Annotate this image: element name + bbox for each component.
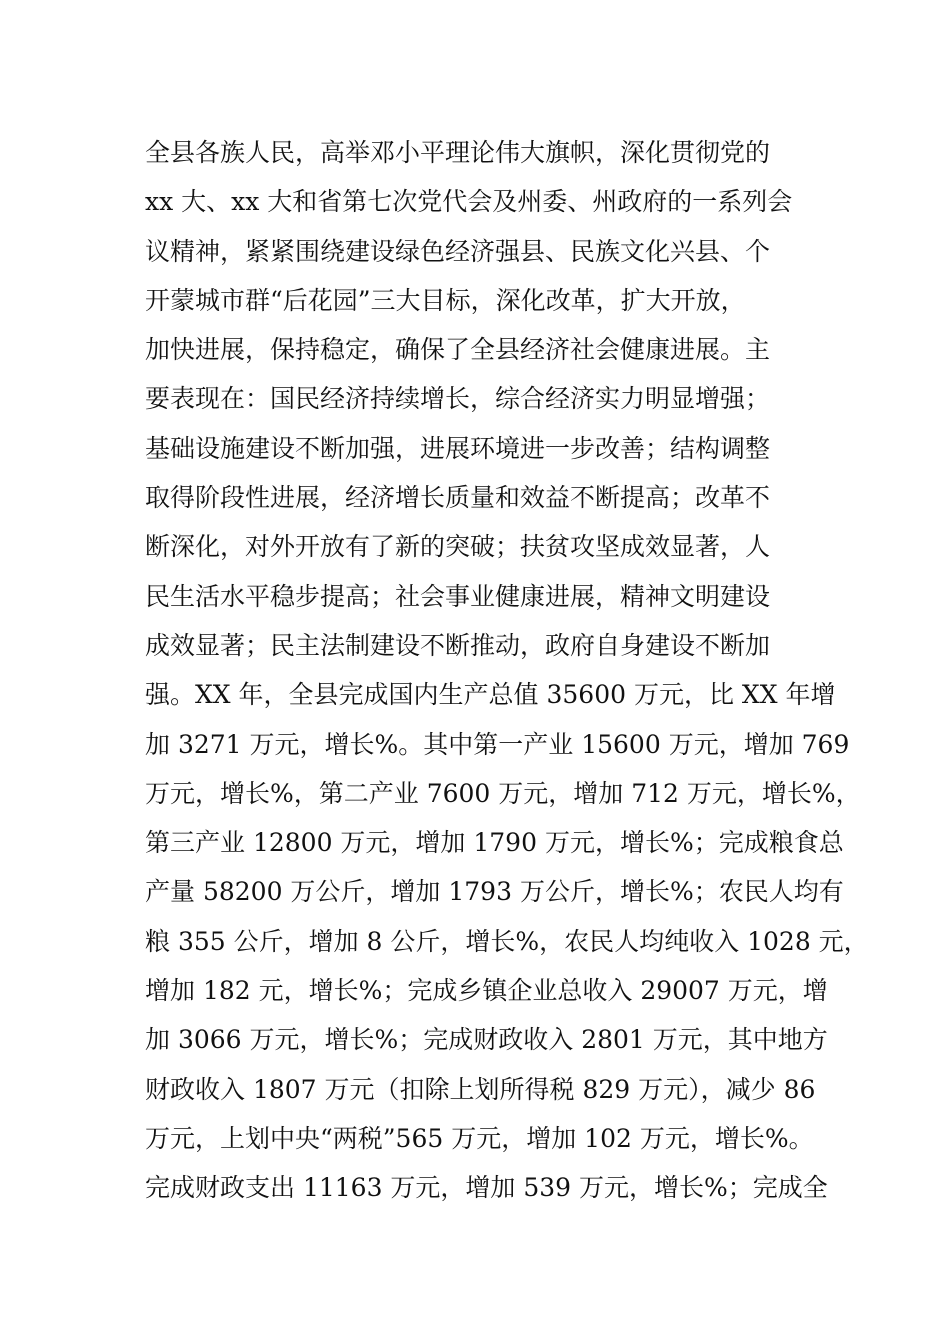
text-line: 成效显著；民主法制建设不断推动，政府自身建设不断加 <box>145 630 771 660</box>
text-line: 取得阶段性进展，经济增长质量和效益不断提高；改革不 <box>145 483 771 513</box>
text-line: 万元，增长%，第二产业 7600 万元，增加 712 万元，增长%， <box>145 778 861 808</box>
text-line: 开蒙城市群“后花园”三大目标，深化改革，扩大开放， <box>145 285 746 315</box>
text-line: 断深化，对外开放有了新的突破；扶贫攻坚成效显著，人 <box>145 532 771 562</box>
text-line: 产量 58200 万公斤，增加 1793 万公斤，增长%；农民人均有 <box>145 877 844 907</box>
text-line: 民生活水平稳步提高；社会事业健康进展，精神文明建设 <box>145 581 771 611</box>
text-line: 基础设施建设不断加强，进展环境进一步改善；结构调整 <box>145 433 771 463</box>
text-line: 加 3066 万元，增长%；完成财政收入 2801 万元，其中地方 <box>145 1025 828 1055</box>
text-line: 要表现在：国民经济持续增长，综合经济实力明显增强； <box>145 384 771 414</box>
body-paragraph <box>145 128 869 1213</box>
text-line: 加快进展，保持稳定，确保了全县经济社会健康进展。主 <box>145 335 771 365</box>
text-line: 强。XX 年，全县完成国内生产总值 35600 万元，比 XX 年增 <box>145 680 836 710</box>
text-line: xx 大、xx 大和省第七次党代会及州委、州政府的一系列会 <box>145 187 793 217</box>
text-line: 粮 355 公斤，增加 8 公斤，增长%，农民人均纯收入 1028 元， <box>145 926 869 956</box>
text-line: 完成财政支出 11163 万元，增加 539 万元，增长%；完成全 <box>145 1173 828 1203</box>
text-line: 万元，上划中央“两税”565 万元，增加 102 万元，增长%。 <box>145 1123 814 1153</box>
text-line: 增加 182 元，增长%；完成乡镇企业总收入 29007 万元，增 <box>145 976 828 1006</box>
text-line: 全县各族人民，高举邓小平理论伟大旗帜，深化贯彻党的 <box>145 138 771 167</box>
text-line: 财政收入 1807 万元（扣除上划所得税 829 万元），减少 86 <box>145 1074 816 1104</box>
text-line: 议精神，紧紧围绕建设绿色经济强县、民族文化兴县、个 <box>145 236 771 266</box>
text-line: 加 3271 万元，增长%。其中第一产业 15600 万元，增加 769 <box>145 729 850 759</box>
text-line: 第三产业 12800 万元，增加 1790 万元，增长%；完成粮食总 <box>145 828 844 858</box>
